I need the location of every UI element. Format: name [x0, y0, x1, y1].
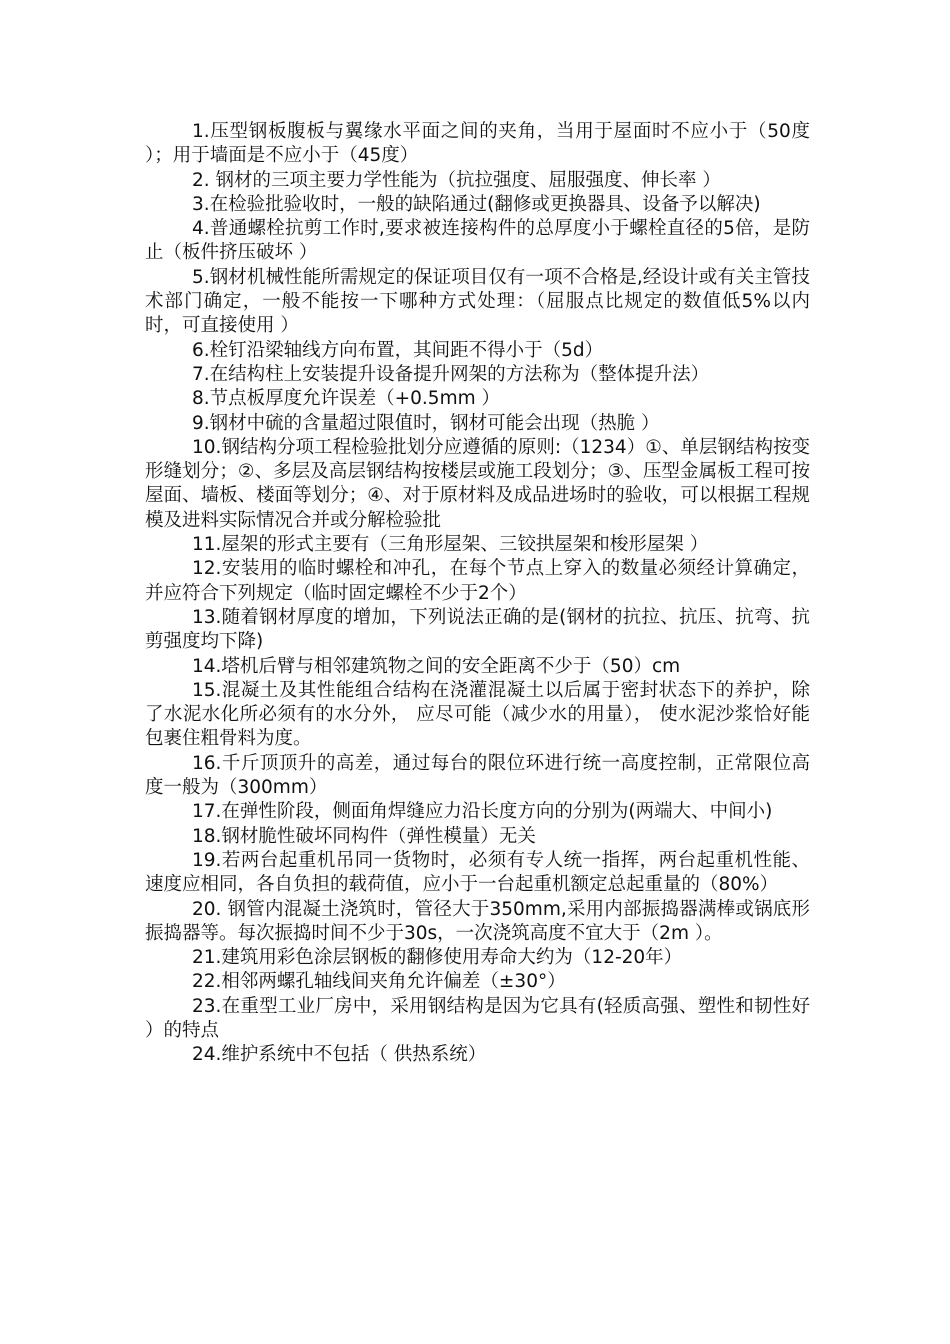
question-18: 18.钢材脆性破坏同构件（弹性模量）无关	[192, 825, 536, 847]
question-22: 22.相邻两螺孔轴线间夹角允许偏差（±30°）	[192, 971, 566, 993]
question-10: 10.钢结构分项工程检验批划分应遵循的原则:（1234）①、单层钢结构按变形缝划分；②、多层及高层钢结构按楼层或施工段划分；③、压型金属板工程可按屋面、墙板、楼面等划分；④、对于原材料及成品进场时的验收，可以根据工程规模及进料实际情况合并或分解检验批	[145, 436, 810, 531]
question-15: 15.混凝土及其性能组合结构在浇灌混凝土以后属于密封状态下的养护，除了水泥水化所必须有的水分外， 应尽可能（减少水的用量）， 使水泥沙浆恰好能包裹住粗骨料为度。	[145, 679, 810, 750]
question-9: 9.钢材中硫的含量超过限值时，钢材可能会出现（热脆 ）	[192, 412, 660, 434]
question-8: 8.节点板厚度允许误差（+0.5mm ）	[192, 388, 500, 410]
question-4: 4.普通螺栓抗剪工作时,要求被连接构件的总厚度小于螺栓直径的5倍，是防止（板件挤压破坏 ）	[145, 218, 810, 264]
question-11: 11.屋架的形式主要有（三角形屋架、三铰拱屋架和梭形屋架 ）	[192, 534, 709, 556]
question-21: 21.建筑用彩色涂层钢板的翻修使用寿命大约为（12-20年）	[192, 947, 683, 969]
question-14: 14.塔机后臂与相邻建筑物之间的安全距离不少于（50）cm	[192, 655, 681, 677]
question-12: 12.安装用的临时螺栓和冲孔，在每个节点上穿入的数量必须经计算确定，并应符合下列规定（临时固定螺栓不少于2个）	[145, 558, 810, 604]
question-24: 24.维护系统中不包括（ 供热系统）	[192, 1044, 487, 1066]
question-1: 1.压型钢板腹板与翼缘水平面之间的夹角，当用于屋面时不应小于（50度 ）；用于墙面是不应小于（45度）	[145, 121, 810, 167]
question-17: 17.在弹性阶段，侧面角焊缝应力沿长度方向的分别为(两端大、中间小)	[192, 801, 773, 823]
question-3: 3.在检验批验收时，一般的缺陷通过(翻修或更换器具、设备予以解决)	[192, 193, 761, 215]
question-5: 5.钢材机械性能所需规定的保证项目仅有一项不合格是,经设计或有关主管技术部门确定，一般不能按一下哪种方式处理：（屈服点比规定的数值低5%以内时，可直接使用 ）	[145, 266, 810, 337]
document-page	[145, 120, 810, 1068]
question-2: 2. 钢材的三项主要力学性能为（抗拉强度、屈服强度、伸长率 ）	[192, 169, 721, 191]
question-13: 13.随着钢材厚度的增加，下列说法正确的是(钢材的抗拉、抗压、抗弯、抗剪强度均下降)	[145, 606, 810, 653]
question-20: 20. 钢管内混凝土浇筑时，管径大于350mm,采用内部振捣器满棒或锅底形振捣器等。每次振捣时间不少于30s，一次浇筑高度不宜大于（2m ）。	[145, 898, 810, 944]
question-7: 7.在结构柱上安装提升设备提升网架的方法称为（整体提升法）	[192, 363, 710, 385]
question-16: 16.千斤顶顶升的高差，通过每台的限位环进行统一高度控制，正常限位高度一般为（300mm）	[145, 752, 810, 799]
question-6: 6.栓钉沿梁轴线方向布置，其间距不得小于（5d）	[192, 339, 604, 361]
question-23: 23.在重型工业厂房中，采用钢结构是因为它具有(轻质高强、塑性和韧性好 ）的特点	[145, 995, 810, 1041]
question-19: 19.若两台起重机吊同一货物时，必须有专人统一指挥，两台起重机性能、速度应相同，各自负担的载荷值，应小于一台起重机额定总起重量的（80%）	[145, 849, 810, 896]
